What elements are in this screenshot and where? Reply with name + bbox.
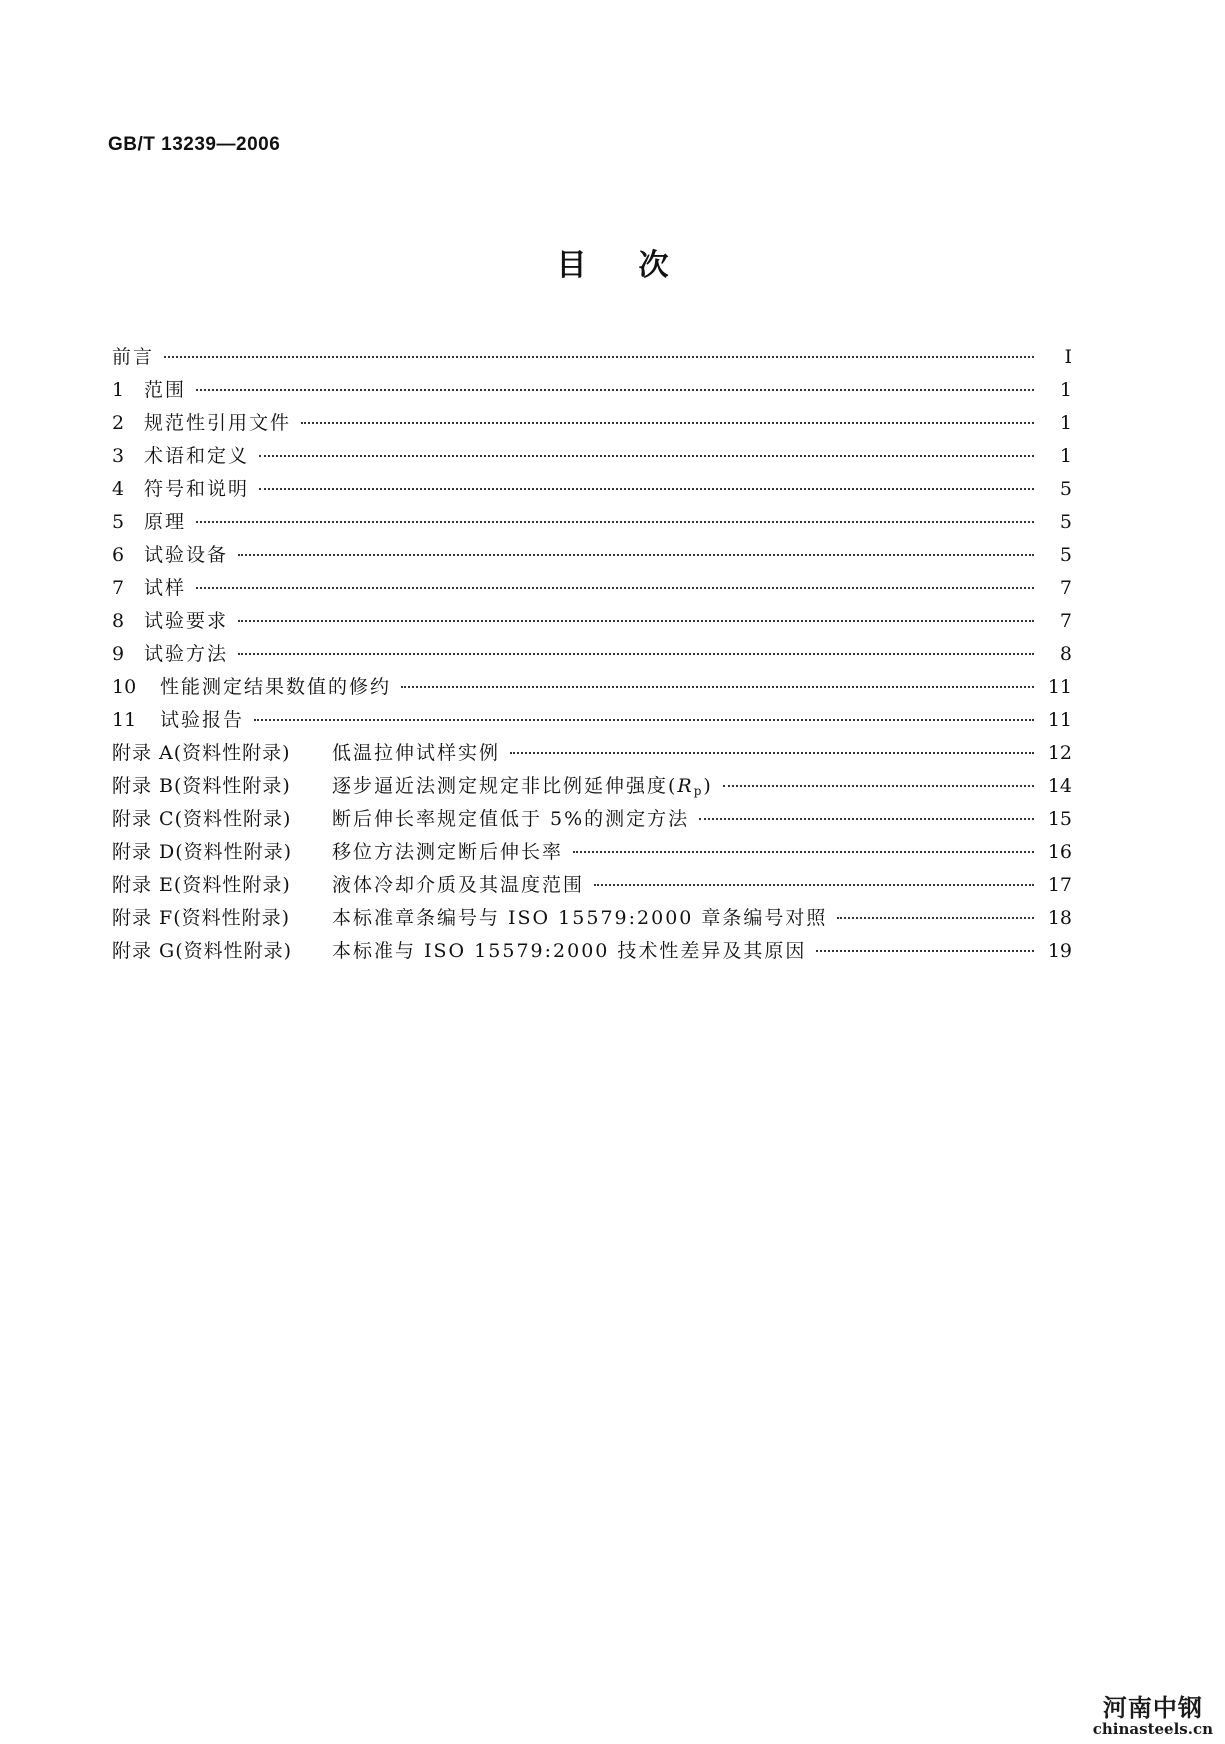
- toc-section-number: 6: [112, 544, 125, 566]
- toc-entry-section-11[interactable]: [112, 705, 1072, 738]
- toc-entry-section-10[interactable]: [112, 672, 1072, 705]
- toc-label: 试验方法: [144, 643, 229, 665]
- dot-leader: [259, 455, 1034, 457]
- toc-page-number: 15: [1047, 808, 1072, 830]
- page-title: 目次: [556, 248, 721, 283]
- toc-label: 试验报告: [160, 709, 245, 731]
- toc-annex-tag: 附录 A(资料性附录): [112, 742, 291, 764]
- table-of-contents: [112, 342, 1072, 969]
- toc-page-number: 1: [1059, 379, 1072, 401]
- toc-page-number: 7: [1059, 577, 1072, 599]
- dot-leader: [259, 488, 1034, 490]
- toc-annex-tag: 附录 E(资料性附录): [112, 874, 291, 896]
- toc-entry-annex-c[interactable]: [112, 804, 1072, 837]
- toc-section-number: 7: [112, 577, 125, 599]
- standard-code: GB/T 13239—2006: [108, 134, 281, 155]
- dot-leader: [699, 818, 1034, 820]
- toc-annex-tag: 附录 C(资料性附录): [112, 808, 292, 830]
- toc-entry-preface[interactable]: [112, 342, 1072, 375]
- toc-page-number: 11: [1047, 709, 1072, 731]
- dot-leader: [238, 554, 1034, 556]
- toc-annex-tag: 附录 F(资料性附录): [112, 907, 291, 929]
- toc-label: 本标准章条编号与 ISO 15579:2000 章条编号对照: [332, 907, 828, 929]
- dot-leader: [723, 785, 1034, 787]
- toc-label: [332, 771, 713, 798]
- toc-section-number: 4: [112, 478, 125, 500]
- toc-annex-tag: 附录 B(资料性附录): [112, 775, 291, 797]
- dot-leader: [594, 884, 1034, 886]
- toc-entry-section-9[interactable]: [112, 639, 1072, 672]
- dot-leader: [510, 752, 1034, 754]
- toc-label: 术语和定义: [144, 445, 250, 467]
- toc-page-number: 5: [1059, 544, 1072, 566]
- toc-section-number: 10: [112, 676, 137, 698]
- toc-label: 液体冷却介质及其温度范围: [332, 874, 585, 896]
- toc-label-tail: ): [703, 775, 713, 797]
- dot-leader: [837, 917, 1034, 919]
- toc-page-number: 18: [1047, 907, 1072, 929]
- toc-page-number: 17: [1047, 874, 1072, 896]
- toc-page-number: 1: [1059, 412, 1072, 434]
- toc-label: 移位方法测定断后伸长率: [332, 841, 564, 863]
- toc-label: 前言: [112, 346, 155, 368]
- toc-page-number: 12: [1047, 742, 1072, 764]
- toc-label: 本标准与 ISO 15579:2000 技术性差异及其原因: [332, 940, 807, 962]
- toc-section-number: 1: [112, 379, 125, 401]
- toc-section-number: 2: [112, 412, 125, 434]
- toc-label: 规范性引用文件: [144, 412, 292, 434]
- dot-leader: [254, 719, 1034, 721]
- watermark-en: chinasteels.cn: [1092, 1720, 1213, 1738]
- toc-page-number: 8: [1059, 643, 1072, 665]
- toc-section-number: 5: [112, 511, 125, 533]
- dot-leader: [238, 653, 1034, 655]
- toc-section-number: 11: [112, 709, 137, 731]
- toc-entry-annex-a[interactable]: [112, 738, 1072, 771]
- dot-leader: [816, 950, 1034, 952]
- toc-page-number: 5: [1059, 511, 1072, 533]
- toc-section-number: 9: [112, 643, 125, 665]
- dot-leader: [238, 620, 1034, 622]
- rp-symbol: R: [677, 775, 694, 797]
- toc-label: 范围: [144, 379, 187, 401]
- toc-label: 性能测定结果数值的修约: [160, 676, 392, 698]
- watermark-cn: 河南中钢: [1102, 1694, 1203, 1722]
- rp-subscript: p: [693, 784, 704, 798]
- dot-leader: [164, 356, 1034, 358]
- toc-label: 试验设备: [144, 544, 229, 566]
- toc-annex-tag: 附录 G(资料性附录): [112, 940, 293, 962]
- toc-page-number: 19: [1047, 940, 1072, 962]
- toc-entry-section-4[interactable]: [112, 474, 1072, 507]
- toc-page-number: 7: [1059, 610, 1072, 632]
- toc-entry-section-7[interactable]: [112, 573, 1072, 606]
- toc-page-number: 1: [1059, 445, 1072, 467]
- toc-entry-annex-b[interactable]: [112, 771, 1072, 804]
- watermark-logo: [1093, 1695, 1213, 1738]
- toc-label: 原理: [144, 511, 187, 533]
- toc-label-text: 逐步逼近法测定规定非比例延伸强度(: [332, 775, 678, 797]
- dot-leader: [196, 521, 1034, 523]
- toc-label: 低温拉伸试样实例: [332, 742, 501, 764]
- toc-page-number: 14: [1047, 775, 1072, 797]
- toc-entry-annex-e[interactable]: [112, 870, 1072, 903]
- toc-entry-section-6[interactable]: [112, 540, 1072, 573]
- toc-entry-section-5[interactable]: [112, 507, 1072, 540]
- toc-label: 符号和说明: [144, 478, 250, 500]
- toc-page-number: 11: [1047, 676, 1072, 698]
- toc-entry-section-1[interactable]: [112, 375, 1072, 408]
- dot-leader: [401, 686, 1034, 688]
- toc-label: 断后伸长率规定值低于 5%的测定方法: [332, 808, 690, 830]
- toc-label: 试样: [144, 577, 187, 599]
- toc-entry-annex-f[interactable]: [112, 903, 1072, 936]
- toc-entry-annex-g[interactable]: [112, 936, 1072, 969]
- toc-section-number: 3: [112, 445, 125, 467]
- toc-label: 试验要求: [144, 610, 229, 632]
- dot-leader: [573, 851, 1034, 853]
- dot-leader: [196, 587, 1034, 589]
- toc-entry-annex-d[interactable]: [112, 837, 1072, 870]
- dot-leader: [196, 389, 1034, 391]
- toc-entry-section-3[interactable]: [112, 441, 1072, 474]
- toc-page-number: 5: [1059, 478, 1072, 500]
- toc-page-number: I: [1064, 346, 1072, 368]
- toc-page-number: 16: [1047, 841, 1072, 863]
- toc-entry-section-8[interactable]: [112, 606, 1072, 639]
- dot-leader: [301, 422, 1034, 424]
- toc-annex-tag: 附录 D(资料性附录): [112, 841, 293, 863]
- toc-section-number: 8: [112, 610, 125, 632]
- toc-entry-section-2[interactable]: [112, 408, 1072, 441]
